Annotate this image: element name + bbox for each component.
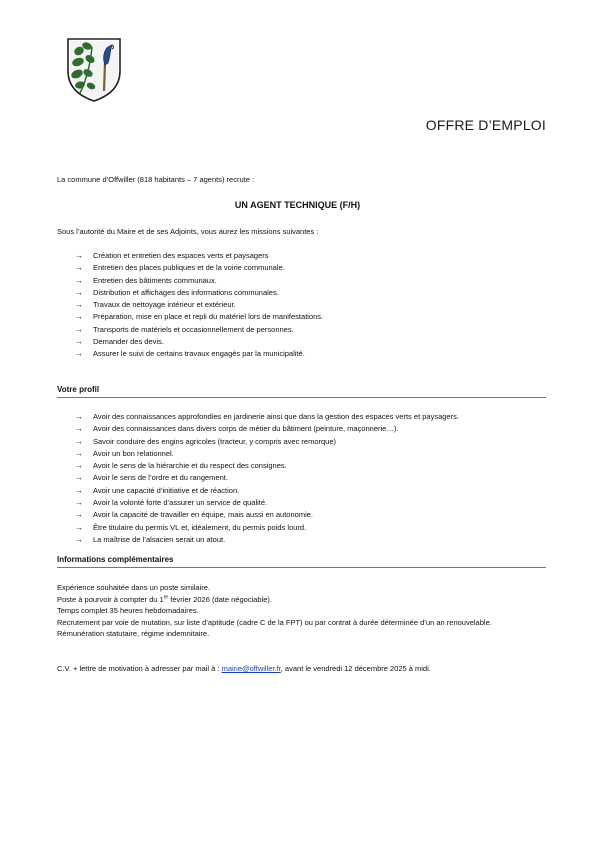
contact-line: C.V. + lettre de motivation à adresser par mail à : mairie@offwiller.fr, avant le vendredi 12 décembre 2025 à midi. bbox=[57, 664, 431, 673]
mission-item: → Transports de matériels et occasionnellement de personnes. bbox=[93, 324, 323, 336]
profil-item: → Avoir la capacité de travailler en équipe, mais aussi en autonomie. bbox=[93, 509, 459, 521]
email-link[interactable]: mairie@offwiller.fr bbox=[221, 664, 281, 673]
arrow-right-icon: → bbox=[75, 300, 83, 310]
hours-text: Temps complet 35 heures hebdomadaires. bbox=[57, 606, 199, 616]
profil-item: → Avoir la volonté forte d’assurer un service de qualité. bbox=[93, 497, 459, 509]
missions-list bbox=[75, 250, 324, 361]
mission-item: → Assurer le suivi de certains travaux engagés par la municipalité. bbox=[93, 348, 323, 360]
page-title: OFFRE D’EMPLOI bbox=[425, 117, 546, 133]
profil-item: → Savoir conduire des engins agricoles (tracteur, y compris avec remorque) bbox=[93, 436, 459, 448]
mission-item: → Préparation, mise en place et repli du matériel lors de manifestations. bbox=[93, 311, 323, 323]
start-date-text: Poste à pourvoir à compter du 1er février 2026 (date négociable). bbox=[57, 594, 273, 604]
arrow-right-icon: → bbox=[75, 324, 83, 334]
arrow-right-icon: → bbox=[75, 424, 83, 434]
profil-list bbox=[75, 411, 459, 546]
profil-item: → Être titulaire du permis VL et, idéalement, du permis poids lourd. bbox=[93, 522, 459, 534]
profil-item: → Avoir des connaissances dans divers corps de métier du bâtiment (peinture, maçonnerie…). bbox=[93, 423, 459, 435]
arrow-right-icon: → bbox=[75, 349, 83, 359]
intro-text: La commune d’Offwiller (818 habitants – 7 agents) recrute : bbox=[57, 175, 255, 184]
profil-item: → La maîtrise de l’alsacien serait un atout. bbox=[93, 534, 459, 546]
arrow-right-icon: → bbox=[75, 436, 83, 446]
infos-heading: Informations complémentaires bbox=[57, 555, 546, 568]
mission-item: → Distribution et affichages des informations communales. bbox=[93, 287, 323, 299]
missions-lead-text: Sous l’autorité du Maire et de ses Adjoints, vous aurez les missions suivantes : bbox=[57, 227, 319, 236]
profil-item: → Avoir des connaissances approfondies en jardinerie ainsi que dans la gestion des espaces verts et paysagers. bbox=[93, 411, 459, 423]
profil-item: → Avoir le sens de la hiérarchie et du respect des consignes. bbox=[93, 460, 459, 472]
mission-item: → Travaux de nettoyage intérieur et extérieur. bbox=[93, 299, 323, 311]
arrow-right-icon: → bbox=[75, 485, 83, 495]
arrow-right-icon: → bbox=[75, 473, 83, 483]
arrow-right-icon: → bbox=[75, 251, 83, 260]
experience-text: Expérience souhaitée dans un poste similaire. bbox=[57, 583, 211, 592]
mission-item: → Création et entretien des espaces verts et paysagers bbox=[93, 250, 323, 262]
profil-item: → Avoir un bon relationnel. bbox=[93, 448, 459, 460]
profil-item: → Avoir une capacité d’initiative et de réaction. bbox=[93, 485, 459, 497]
arrow-right-icon: → bbox=[75, 337, 83, 347]
infos-block bbox=[57, 582, 546, 640]
job-title: UN AGENT TECHNIQUE (F/H) bbox=[234, 200, 361, 210]
mission-item: → Demander des devis. bbox=[93, 336, 323, 348]
profil-item: → Avoir le sens de l’ordre et du rangement. bbox=[93, 472, 459, 484]
arrow-right-icon: → bbox=[75, 461, 83, 471]
arrow-right-icon: → bbox=[75, 522, 83, 532]
arrow-right-icon: → bbox=[75, 312, 83, 322]
mission-item: → Entretien des bâtiments communaux. bbox=[93, 275, 323, 287]
profil-heading: Votre profil bbox=[57, 385, 546, 398]
arrow-right-icon: → bbox=[75, 263, 83, 273]
mission-item: → Entretien des places publiques et de la voirie communale. bbox=[93, 262, 323, 274]
arrow-right-icon: → bbox=[75, 412, 83, 421]
arrow-right-icon: → bbox=[75, 275, 83, 285]
arrow-right-icon: → bbox=[75, 498, 83, 508]
arrow-right-icon: → bbox=[75, 510, 83, 520]
coat-of-arms-icon bbox=[66, 37, 122, 103]
recruitment-text: Recrutement par voie de mutation, sur liste d’aptitude (cadre C de la FPT) ou par contrat à durée déterminée d’un an renouvelable. bbox=[57, 617, 492, 627]
arrow-right-icon: → bbox=[75, 534, 83, 544]
arrow-right-icon: → bbox=[75, 448, 83, 458]
pay-text: Rémunération statutaire, régime indemnitaire. bbox=[57, 629, 210, 639]
arrow-right-icon: → bbox=[75, 287, 83, 297]
